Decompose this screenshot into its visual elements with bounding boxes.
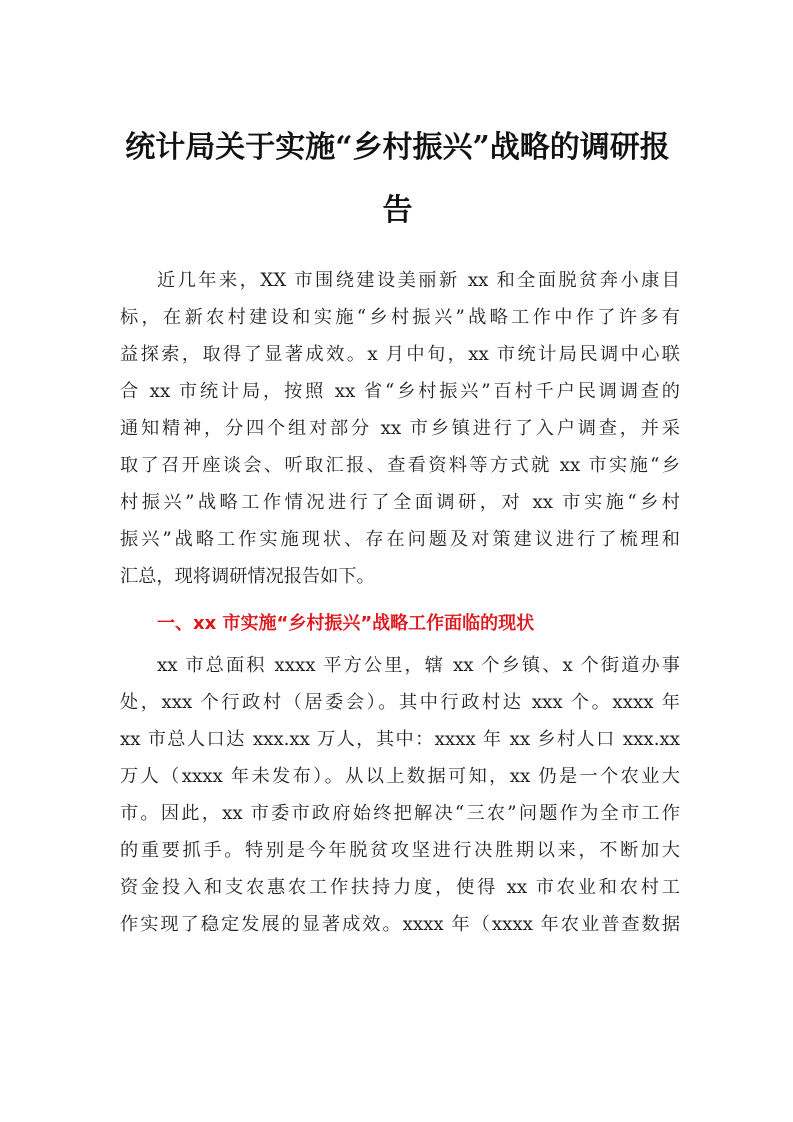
paragraph-1-line: 合 xx 市统计局，按照 xx 省“乡村振兴”百村千户民调调查的 [120, 381, 680, 402]
paragraph-1-line: 取了召开座谈会、听取汇报、查看资料等方式就 xx 市实施“乡 [120, 455, 680, 476]
paragraph-2-line: 的重要抓手。特别是今年脱贫攻坚进行决胜期以来，不断加大 [120, 840, 680, 861]
paragraph-2-line: xx 市总人口达 xxx.xx 万人，其中：xxxx 年 xx 乡村人口 xxx.xx [120, 729, 680, 750]
document-title-line-1: 统计局关于实施“乡村振兴”战略的调研报 [125, 130, 670, 165]
paragraph-2-line: 作实现了稳定发展的显著成效。xxxx 年（xxxx 年农业普查数据 [120, 914, 680, 935]
paragraph-2-line: 资金投入和支农惠农工作扶持力度，使得 xx 市农业和农村工 [120, 877, 680, 898]
section-1-heading: 一、xx 市实施“乡村振兴”战略工作面临的现状 [157, 613, 535, 634]
paragraph-1-line: 振兴”战略工作实施现状、存在问题及对策建议进行了梳理和 [120, 529, 680, 550]
document-title-line-2: 告 [382, 193, 413, 228]
paragraph-1-line: 村振兴”战略工作情况进行了全面调研，对 xx 市实施“乡村 [120, 492, 680, 513]
paragraph-1-line: 通知精神，分四个组对部分 xx 市乡镇进行了入户调查，并采 [120, 418, 680, 439]
paragraph-2-line: 处，xxx 个行政村（居委会）。其中行政村达 xxx 个。xxxx 年 [120, 692, 680, 713]
paragraph-2-line: 市。因此，xx 市委市政府始终把解决“三农”问题作为全市工作 [120, 803, 680, 824]
paragraph-1-line: 益探索，取得了显著成效。x 月中旬，xx 市统计局民调中心联 [120, 344, 680, 365]
paragraph-2-line: xx 市总面积 xxxx 平方公里，辖 xx 个乡镇、x 个街道办事 [157, 655, 680, 676]
paragraph-1-line: 近几年来，XX 市围绕建设美丽新 xx 和全面脱贫奔小康目 [157, 270, 680, 291]
paragraph-1-line: 标，在新农村建设和实施“乡村振兴”战略工作中作了许多有 [120, 307, 680, 328]
paragraph-1-line: 汇总，现将调研情况报告如下。 [120, 566, 375, 587]
paragraph-2-line: 万人（xxxx 年未发布）。从以上数据可知，xx 仍是一个农业大 [120, 766, 680, 787]
